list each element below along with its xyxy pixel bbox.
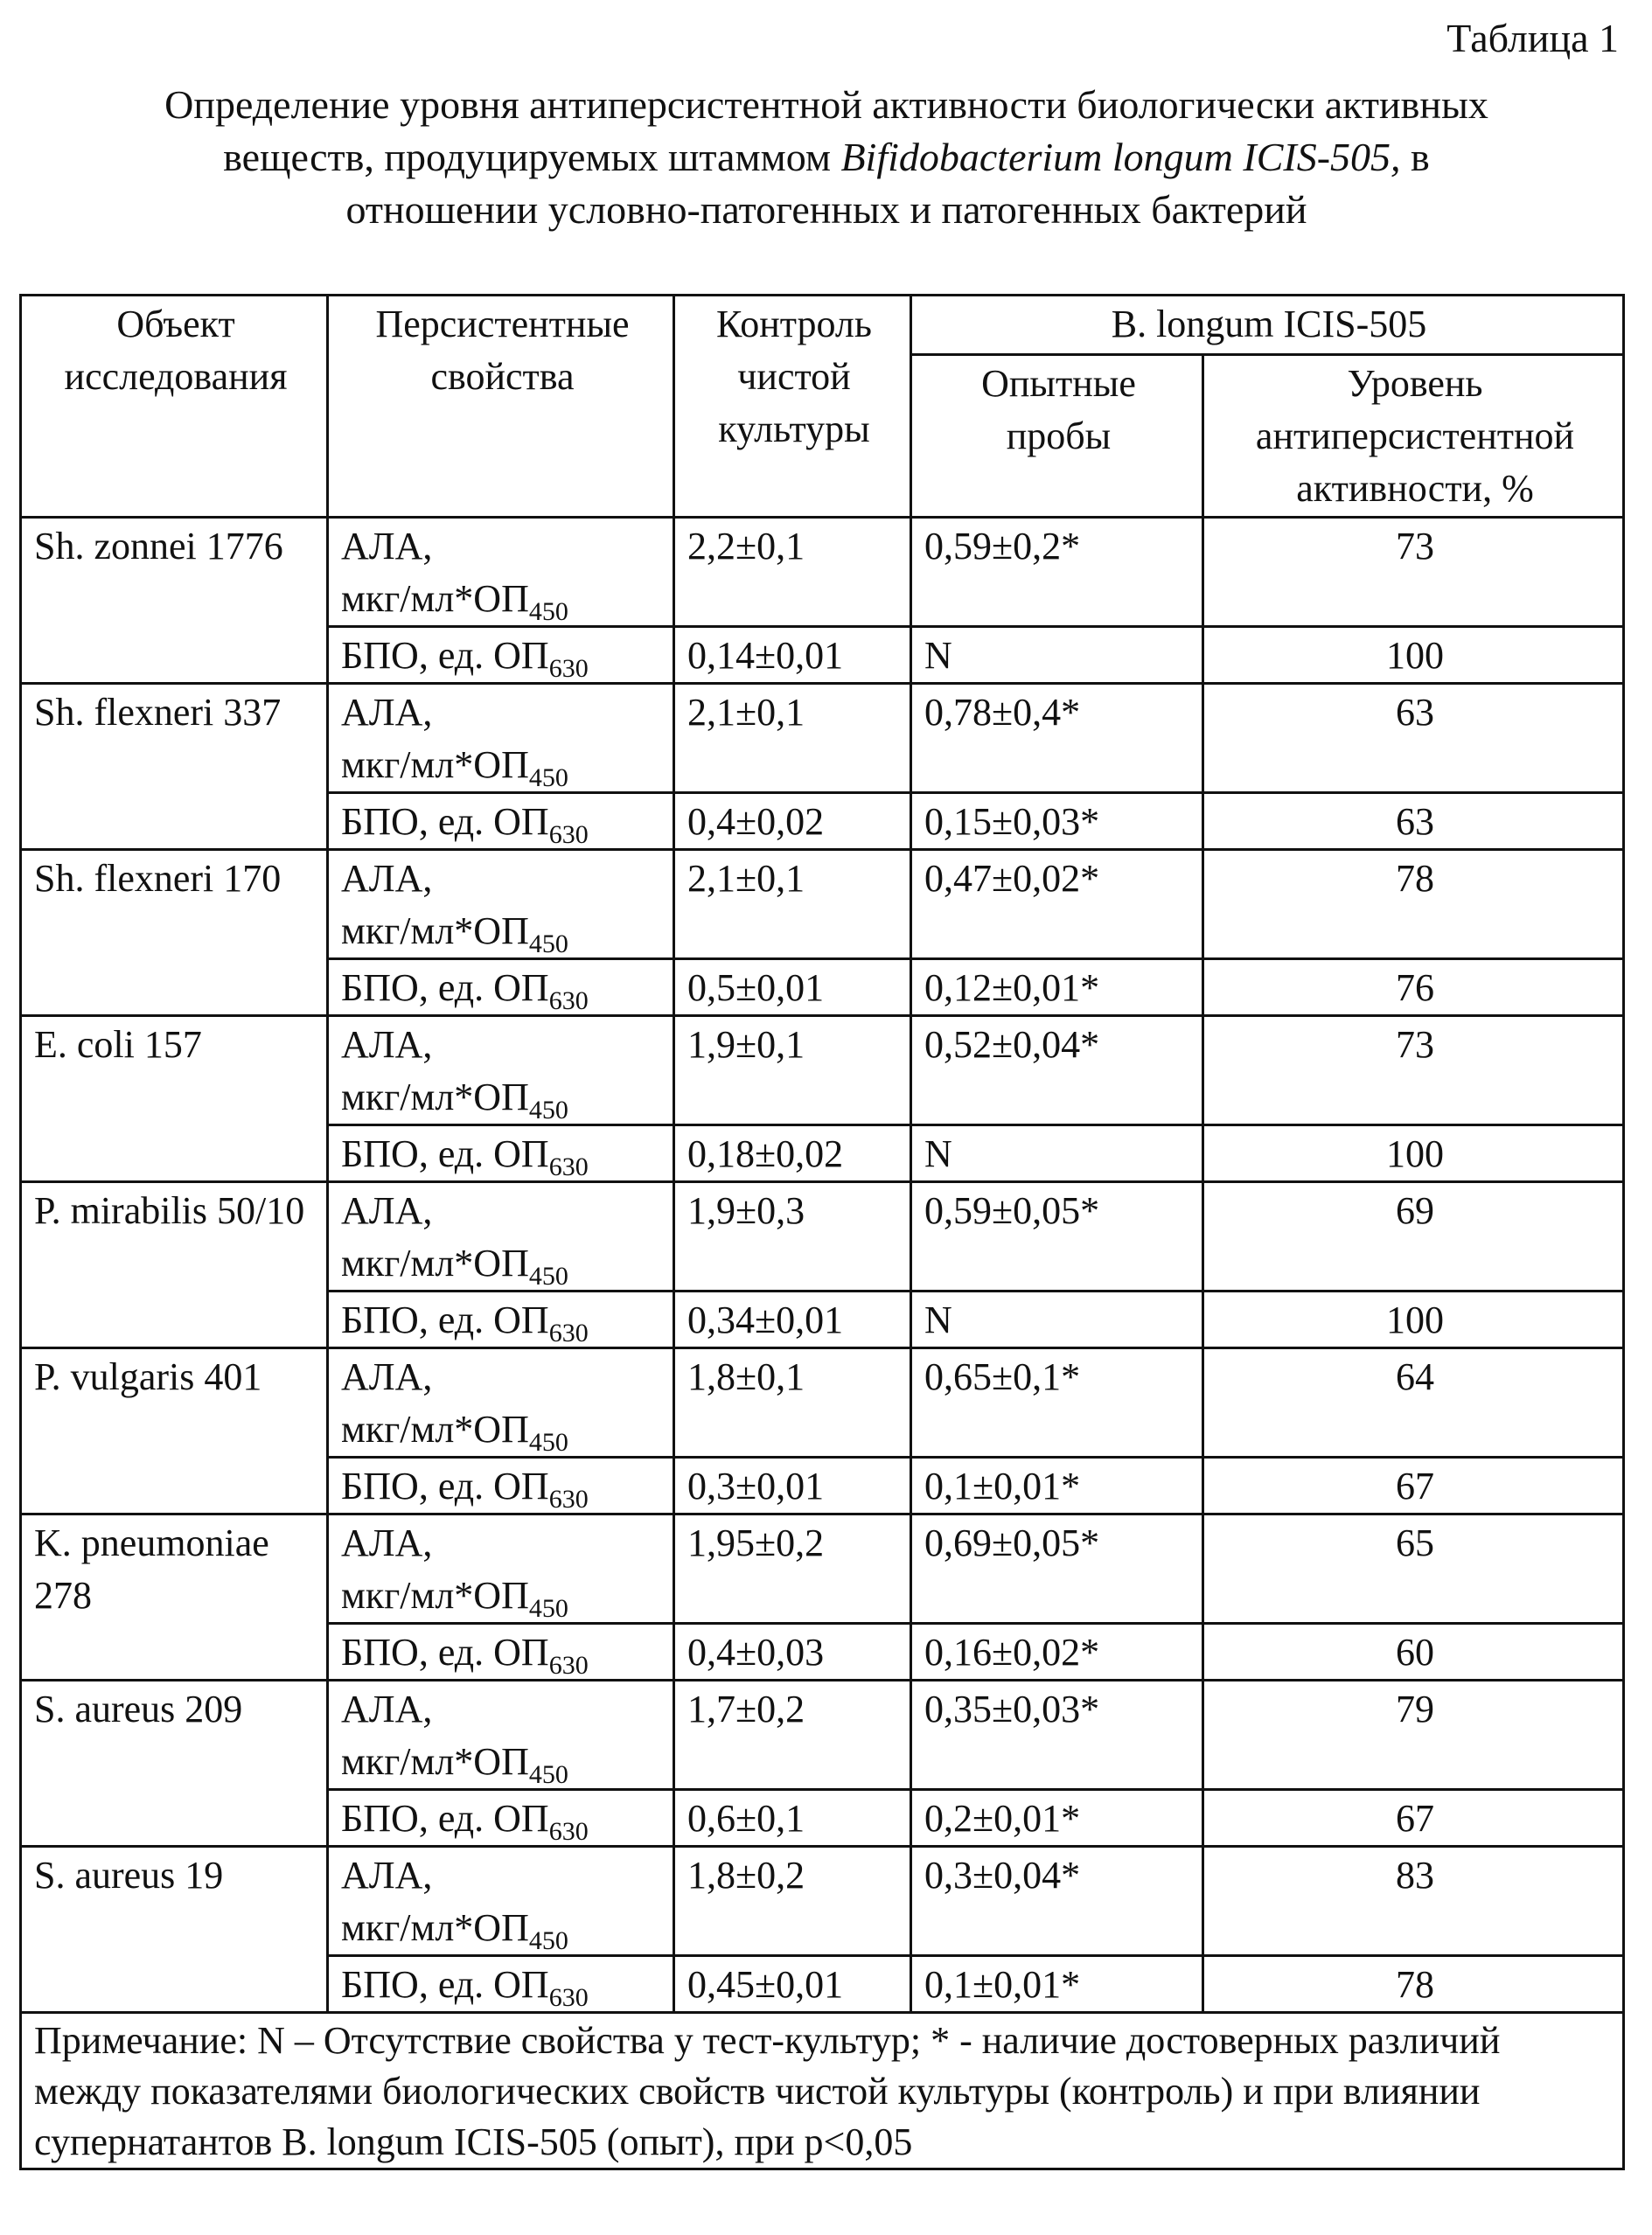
- bpo-unit-subscript: 630: [548, 1983, 589, 2012]
- ala-unit-subscript: 450: [528, 1926, 568, 1955]
- activity-level: 100: [1203, 627, 1624, 684]
- object-cell: S. aureus 19: [21, 1847, 328, 2013]
- bpo-unit-subscript: 630: [548, 820, 589, 849]
- property-cell-ala: [328, 684, 674, 793]
- experimental-value: 0,65±0,1*: [911, 1348, 1203, 1458]
- property-cell-ala: [328, 1681, 674, 1790]
- property-cell-ala: [328, 850, 674, 959]
- experimental-value: 0,59±0,05*: [911, 1182, 1203, 1292]
- experimental-value: 0,69±0,05*: [911, 1514, 1203, 1624]
- ala-unit-subscript: 450: [528, 1428, 568, 1457]
- property-cell-bpo: [328, 1790, 674, 1847]
- control-value: 0,5±0,01: [674, 959, 911, 1016]
- ala-unit-subscript: 450: [528, 763, 568, 792]
- ala-unit-subscript: 450: [528, 930, 568, 958]
- control-value: 0,18±0,02: [674, 1125, 911, 1182]
- bpo-unit-subscript: 630: [548, 1152, 589, 1181]
- ala-label: АЛА,: [341, 1521, 433, 1564]
- ala-label: АЛА,: [341, 1688, 433, 1730]
- control-value: 0,4±0,02: [674, 793, 911, 850]
- table-row: [21, 1016, 1624, 1125]
- table-caption: [35, 79, 1618, 236]
- bpo-label: БПО, ед. ОП: [341, 1631, 549, 1674]
- ala-label: АЛА,: [341, 1023, 433, 1066]
- ala-unit: мкг/мл*ОП: [341, 1906, 529, 1949]
- experimental-value: 0,3±0,04*: [911, 1847, 1203, 1956]
- ala-unit-subscript: 450: [528, 1262, 568, 1291]
- control-value: 1,8±0,1: [674, 1348, 911, 1458]
- property-cell-bpo: [328, 793, 674, 850]
- control-value: 0,6±0,1: [674, 1790, 911, 1847]
- bpo-label: БПО, ед. ОП: [341, 1132, 549, 1175]
- experimental-value: 0,12±0,01*: [911, 959, 1203, 1016]
- bpo-unit-subscript: 630: [548, 986, 589, 1015]
- property-cell-bpo: [328, 627, 674, 684]
- bpo-label: БПО, ед. ОП: [341, 1963, 549, 2006]
- control-value: 0,3±0,01: [674, 1458, 911, 1514]
- bpo-label: БПО, ед. ОП: [341, 1299, 549, 1341]
- table-row: [21, 850, 1624, 959]
- control-value: 1,7±0,2: [674, 1681, 911, 1790]
- control-value: 2,1±0,1: [674, 684, 911, 793]
- ala-unit: мкг/мл*ОП: [341, 1408, 529, 1451]
- table-row: [21, 1847, 1624, 1956]
- activity-level: 64: [1203, 1348, 1624, 1458]
- activity-level: 83: [1203, 1847, 1624, 1956]
- header-experimental: Опытные пробы: [911, 355, 1203, 518]
- experimental-value: N: [911, 1292, 1203, 1348]
- header-control: Контроль чистой культуры: [674, 296, 911, 518]
- ala-unit: мкг/мл*ОП: [341, 1574, 529, 1617]
- ala-label: АЛА,: [341, 691, 433, 734]
- property-cell-ala: [328, 1514, 674, 1624]
- caption-species-name: Bifidobacterium longum ICIS-505,: [840, 135, 1401, 179]
- property-cell-ala: [328, 1348, 674, 1458]
- property-cell-bpo: [328, 1956, 674, 2013]
- property-cell-ala: [328, 1847, 674, 1956]
- table-note: Примечание: N – Отсутствие свойства у тест-культур; * - наличие достоверных различий между показателями биологических свойств чистой культуры (контроль) и при влиянии супернатантов B. longum ICIS-505 (опыт), при p<0,05: [21, 2013, 1624, 2169]
- caption-line-1: Определение уровня антиперсистентной активности биологически активных: [164, 82, 1488, 127]
- bpo-label: БПО, ед. ОП: [341, 1465, 549, 1507]
- activity-level: 100: [1203, 1292, 1624, 1348]
- activity-level: 73: [1203, 1016, 1624, 1125]
- ala-unit: мкг/мл*ОП: [341, 743, 529, 786]
- header-properties: Персистентные свойства: [328, 296, 674, 518]
- bpo-unit-subscript: 630: [548, 1485, 589, 1514]
- object-cell: P. mirabilis 50/10: [21, 1182, 328, 1348]
- table-number-label: Таблица 1: [1446, 16, 1619, 60]
- control-value: 0,4±0,03: [674, 1624, 911, 1681]
- property-cell-bpo: [328, 1458, 674, 1514]
- object-cell: E. coli 157: [21, 1016, 328, 1182]
- experimental-value: N: [911, 1125, 1203, 1182]
- header-level: Уровень антиперсистентной активности, %: [1203, 355, 1624, 518]
- control-value: 2,1±0,1: [674, 850, 911, 959]
- experimental-value: N: [911, 627, 1203, 684]
- property-cell-bpo: [328, 1292, 674, 1348]
- activity-level: 78: [1203, 1956, 1624, 2013]
- control-value: 2,2±0,1: [674, 518, 911, 627]
- property-cell-bpo: [328, 959, 674, 1016]
- object-cell: Sh. flexneri 337: [21, 684, 328, 850]
- bpo-label: БПО, ед. ОП: [341, 800, 549, 843]
- experimental-value: 0,52±0,04*: [911, 1016, 1203, 1125]
- activity-level: 67: [1203, 1790, 1624, 1847]
- header-group: B. longum ICIS-505: [911, 296, 1624, 355]
- property-cell-ala: [328, 1182, 674, 1292]
- activity-level: 100: [1203, 1125, 1624, 1182]
- activity-level: 63: [1203, 684, 1624, 793]
- ala-unit-subscript: 450: [528, 597, 568, 626]
- caption-line-2-end: в: [1400, 135, 1430, 179]
- activity-level: 69: [1203, 1182, 1624, 1292]
- ala-unit: мкг/мл*ОП: [341, 909, 529, 952]
- control-value: 0,45±0,01: [674, 1956, 911, 2013]
- object-cell: Sh. zonnei 1776: [21, 518, 328, 684]
- control-value: 0,14±0,01: [674, 627, 911, 684]
- activity-level: 60: [1203, 1624, 1624, 1681]
- results-table: [19, 294, 1625, 2170]
- ala-unit-subscript: 450: [528, 1594, 568, 1623]
- caption-line-2: [35, 131, 1618, 184]
- experimental-value: 0,78±0,4*: [911, 684, 1203, 793]
- control-value: 0,34±0,01: [674, 1292, 911, 1348]
- activity-level: 63: [1203, 793, 1624, 850]
- experimental-value: 0,2±0,01*: [911, 1790, 1203, 1847]
- experimental-value: 0,1±0,01*: [911, 1458, 1203, 1514]
- ala-unit: мкг/мл*ОП: [341, 1740, 529, 1783]
- table-row: [21, 1182, 1624, 1292]
- activity-level: 67: [1203, 1458, 1624, 1514]
- experimental-value: 0,35±0,03*: [911, 1681, 1203, 1790]
- activity-level: 79: [1203, 1681, 1624, 1790]
- ala-label: АЛА,: [341, 1355, 433, 1398]
- control-value: 1,8±0,2: [674, 1847, 911, 1956]
- control-value: 1,9±0,3: [674, 1182, 911, 1292]
- property-cell-bpo: [328, 1624, 674, 1681]
- control-value: 1,95±0,2: [674, 1514, 911, 1624]
- caption-line-3: отношении условно-патогенных и патогенных бактерий: [345, 187, 1307, 232]
- table-row: [21, 1348, 1624, 1458]
- table-row: [21, 1681, 1624, 1790]
- object-cell: S. aureus 209: [21, 1681, 328, 1847]
- ala-unit-subscript: 450: [528, 1760, 568, 1789]
- bpo-unit-subscript: 630: [548, 654, 589, 683]
- ala-unit: мкг/мл*ОП: [341, 577, 529, 620]
- property-cell-ala: [328, 518, 674, 627]
- ala-label: АЛА,: [341, 857, 433, 900]
- table-body: [21, 518, 1624, 2013]
- experimental-value: 0,15±0,03*: [911, 793, 1203, 850]
- bpo-label: БПО, ед. ОП: [341, 1797, 549, 1840]
- caption-line-2-start: веществ, продуцируемых штаммом: [223, 135, 841, 179]
- activity-level: 65: [1203, 1514, 1624, 1624]
- experimental-value: 0,1±0,01*: [911, 1956, 1203, 2013]
- table-row: [21, 1514, 1624, 1624]
- ala-label: АЛА,: [341, 1189, 433, 1232]
- experimental-value: 0,47±0,02*: [911, 850, 1203, 959]
- control-value: 1,9±0,1: [674, 1016, 911, 1125]
- object-cell: P. vulgaris 401: [21, 1348, 328, 1514]
- bpo-unit-subscript: 630: [548, 1817, 589, 1846]
- ala-unit-subscript: 450: [528, 1096, 568, 1124]
- ala-unit: мкг/мл*ОП: [341, 1076, 529, 1118]
- property-cell-bpo: [328, 1125, 674, 1182]
- activity-level: 76: [1203, 959, 1624, 1016]
- ala-label: АЛА,: [341, 1854, 433, 1897]
- bpo-unit-subscript: 630: [548, 1319, 589, 1347]
- bpo-label: БПО, ед. ОП: [341, 634, 549, 677]
- object-cell: Sh. flexneri 170: [21, 850, 328, 1016]
- table-row: [21, 684, 1624, 793]
- table-row: [21, 518, 1624, 627]
- header-object: Объект исследования: [21, 296, 328, 518]
- bpo-label: БПО, ед. ОП: [341, 966, 549, 1009]
- object-cell: K. pneumoniae 278: [21, 1514, 328, 1681]
- ala-label: АЛА,: [341, 525, 433, 567]
- bpo-unit-subscript: 630: [548, 1651, 589, 1680]
- ala-unit: мкг/мл*ОП: [341, 1242, 529, 1285]
- experimental-value: 0,59±0,2*: [911, 518, 1203, 627]
- activity-level: 78: [1203, 850, 1624, 959]
- property-cell-ala: [328, 1016, 674, 1125]
- activity-level: 73: [1203, 518, 1624, 627]
- experimental-value: 0,16±0,02*: [911, 1624, 1203, 1681]
